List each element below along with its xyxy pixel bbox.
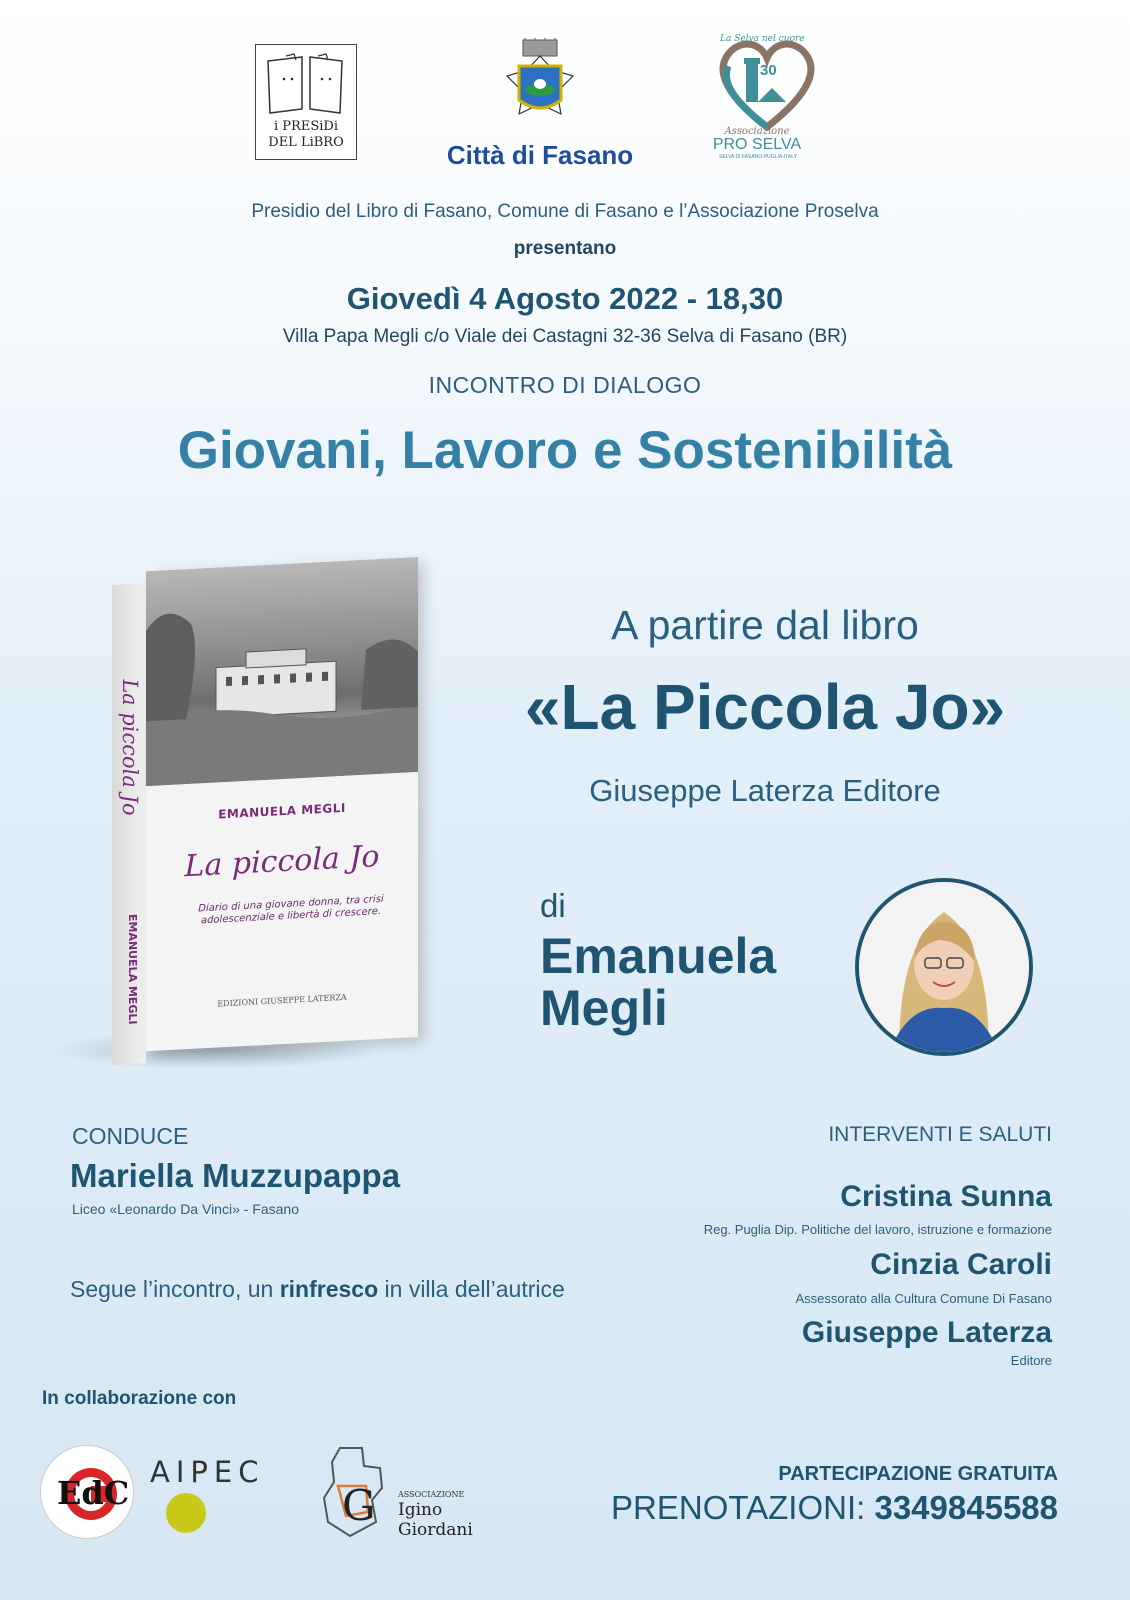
cover-author: EMANUELA MEGLI bbox=[218, 800, 346, 822]
presentano: presentano bbox=[513, 238, 617, 259]
aipec-text: AIPEC bbox=[150, 1455, 265, 1489]
proselva-loc: SELVA DI FASANO-PUGLIA-ITALY bbox=[719, 154, 797, 160]
giordani-name: Igino Giordani bbox=[398, 1500, 473, 1540]
book-front bbox=[146, 557, 418, 1051]
speaker-name: Giuseppe Laterza bbox=[801, 1316, 1052, 1349]
igino-giordani-logo bbox=[320, 1442, 500, 1542]
book-pages-icon bbox=[256, 51, 356, 121]
speaker-role: Assessorato alla Cultura Comune Di Fasano bbox=[795, 1291, 1052, 1306]
speaker-role: Reg. Puglia Dip. Politiche del lavoro, istruzione e formazione bbox=[703, 1222, 1052, 1237]
book-spine bbox=[112, 583, 146, 1065]
speaker-name: Cinzia Caroli bbox=[870, 1248, 1052, 1281]
event-venue: Villa Papa Megli c/o Viale dei Castagni 32-36 Selva di Fasano (BR) bbox=[282, 326, 848, 347]
partecipazione-gratuita: PARTECIPAZIONE GRATUITA bbox=[778, 1463, 1058, 1485]
book-publisher: Giuseppe Laterza Editore bbox=[589, 773, 941, 808]
collab-label: In collaborazione con bbox=[42, 1388, 237, 1409]
fasano-crest-icon bbox=[495, 38, 585, 138]
prenotazioni bbox=[611, 1489, 1058, 1527]
villa-illustration-icon bbox=[146, 557, 418, 786]
di-label: di bbox=[540, 887, 566, 924]
prenotazioni-label: PRENOTAZIONI: bbox=[611, 1489, 866, 1526]
citta-di-fasano: Città di Fasano bbox=[446, 140, 634, 170]
segue-before: Segue l’incontro, un bbox=[70, 1276, 280, 1302]
interventi-label: INTERVENTI E SALUTI bbox=[828, 1123, 1052, 1146]
phone-number[interactable]: 3349845588 bbox=[874, 1489, 1058, 1526]
conduce-affiliation: Liceo «Leonardo Da Vinci» - Fasano bbox=[72, 1201, 300, 1217]
book-title: «La Piccola Jo» bbox=[524, 671, 1006, 743]
speaker-role: Editore bbox=[1010, 1353, 1052, 1368]
proselva-number: 30 bbox=[760, 62, 777, 79]
event-type: INCONTRO DI DIALOGO bbox=[428, 372, 702, 398]
event-date: Giovedì 4 Agosto 2022 - 18,30 bbox=[346, 281, 784, 316]
organizers-intro: Presidio del Libro di Fasano, Comune di Fasano e l’Associazione Proselva bbox=[251, 201, 879, 222]
author-portrait-icon bbox=[859, 882, 1029, 1052]
cover-publisher: EDIZIONI GIUSEPPE LATERZA bbox=[217, 992, 347, 1009]
presidi-line1: i PRESiDi bbox=[274, 119, 338, 134]
conduce-name: Mariella Muzzupappa bbox=[70, 1157, 401, 1194]
proselva-script: La Selva nel cuore bbox=[720, 34, 805, 44]
author-photo bbox=[855, 878, 1033, 1056]
villa-engraving bbox=[146, 557, 418, 786]
aipec-logo bbox=[150, 1455, 280, 1535]
giordani-map-icon bbox=[320, 1442, 395, 1542]
rinfresco-note bbox=[70, 1272, 590, 1306]
conduce-label: CONDUCE bbox=[72, 1123, 189, 1149]
edc-logo bbox=[40, 1445, 134, 1539]
pro-selva-logo bbox=[712, 32, 822, 172]
svg-text:G: G bbox=[342, 1481, 376, 1530]
book-cover-image bbox=[112, 557, 418, 1065]
speaker-name: Cristina Sunna bbox=[840, 1180, 1052, 1213]
presidi-del-libro-logo bbox=[255, 44, 357, 160]
proselva-assoc: Associazione bbox=[724, 126, 790, 137]
edc-text: EdC bbox=[57, 1474, 130, 1512]
presidi-line2: DEL LiBRO bbox=[268, 135, 344, 150]
a-partire-dal-libro: A partire dal libro bbox=[611, 602, 919, 648]
event-title: Giovani, Lavoro e Sostenibilità bbox=[177, 421, 953, 480]
segue-after: in villa dell’autrice bbox=[378, 1276, 565, 1302]
proselva-name: PRO SELVA bbox=[712, 136, 802, 153]
segue-bold: rinfresco bbox=[279, 1276, 379, 1302]
spine-author: EMANUELA MEGLI bbox=[126, 913, 139, 1025]
author-name bbox=[540, 930, 776, 1034]
heart-tower-icon bbox=[712, 32, 822, 132]
cover-subtitle: Diario di una giovane donna, tra crisi adolescenziale e libertà di crescere. bbox=[198, 893, 384, 927]
author-last-name: Megli bbox=[540, 980, 668, 1036]
spine-title: La piccola Jo bbox=[118, 678, 142, 817]
giordani-assoc: ASSOCIAZIONE bbox=[398, 1490, 465, 1499]
author-first-name: Emanuela bbox=[540, 928, 777, 984]
aipec-dot-icon bbox=[166, 1493, 206, 1533]
cover-title: La piccola Jo bbox=[184, 839, 380, 885]
